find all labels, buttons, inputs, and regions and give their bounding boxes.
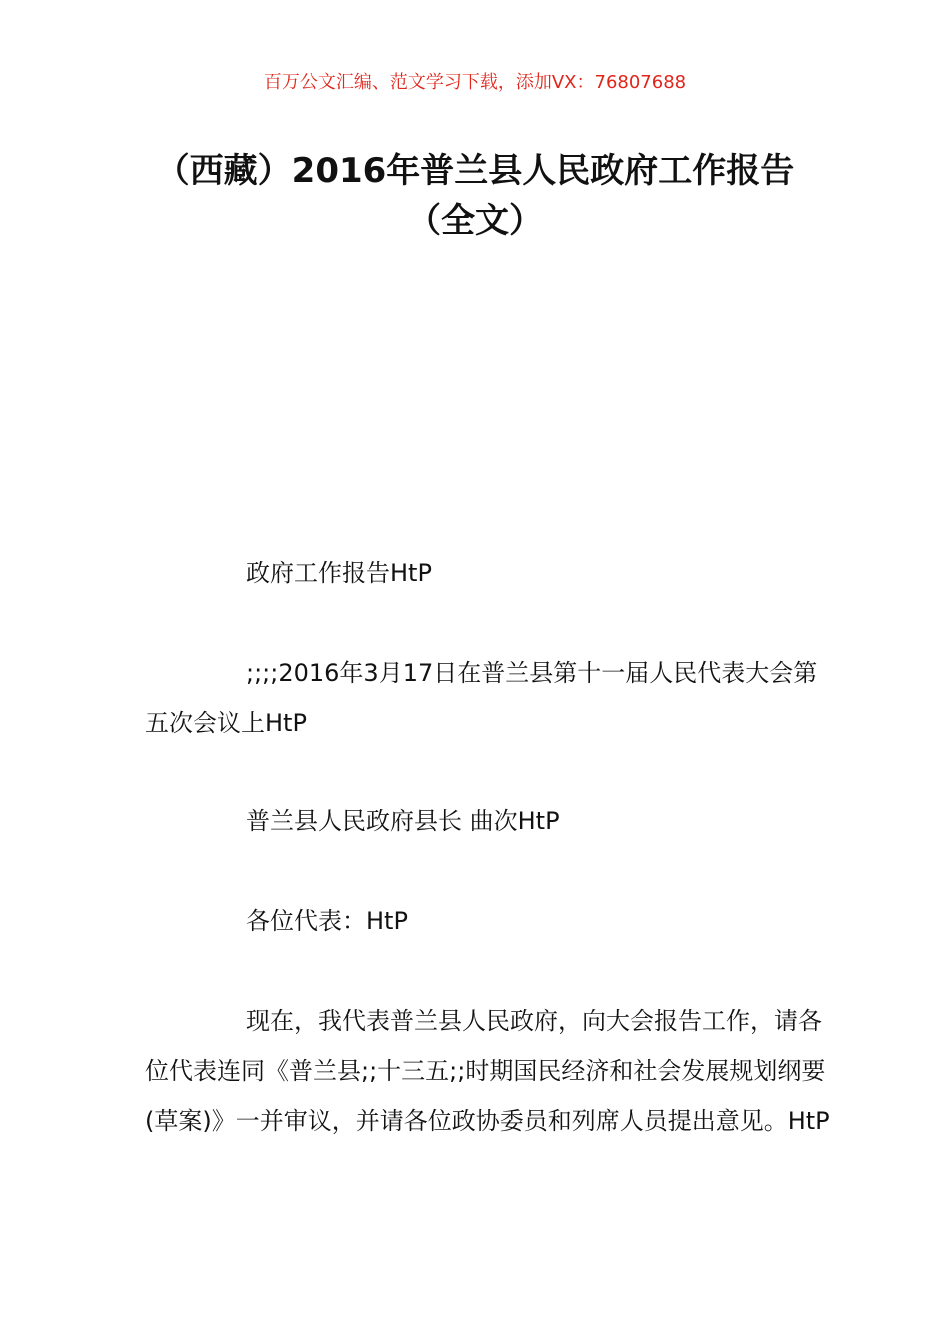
- title-line-2: （全文）: [407, 201, 543, 241]
- paragraph-opening: 现在，我代表普兰县人民政府，向大会报告工作，请各位代表连同《普兰县;;十三五;;时期国民经济和社会发展规划纲要(草案)》一并审议，并请各位政协委员和列席人员提出意见。HtP: [145, 1007, 830, 1135]
- paragraph-speaker: 普兰县人民政府县长 曲次HtP: [246, 807, 560, 835]
- document-title: [120, 146, 830, 246]
- paragraph-salutation: 各位代表：HtP: [246, 907, 408, 935]
- title-line-1: （西藏）2016年普兰县人民政府工作报告: [155, 151, 795, 191]
- paragraph-meeting-info: ;;;;2016年3月17日在普兰县第十一届人民代表大会第五次会议上HtP: [145, 659, 818, 737]
- paragraph-report-label: 政府工作报告HtP: [246, 559, 432, 587]
- header-promo-note: 百万公文汇编、范文学习下载，添加VX：76807688: [263, 72, 687, 93]
